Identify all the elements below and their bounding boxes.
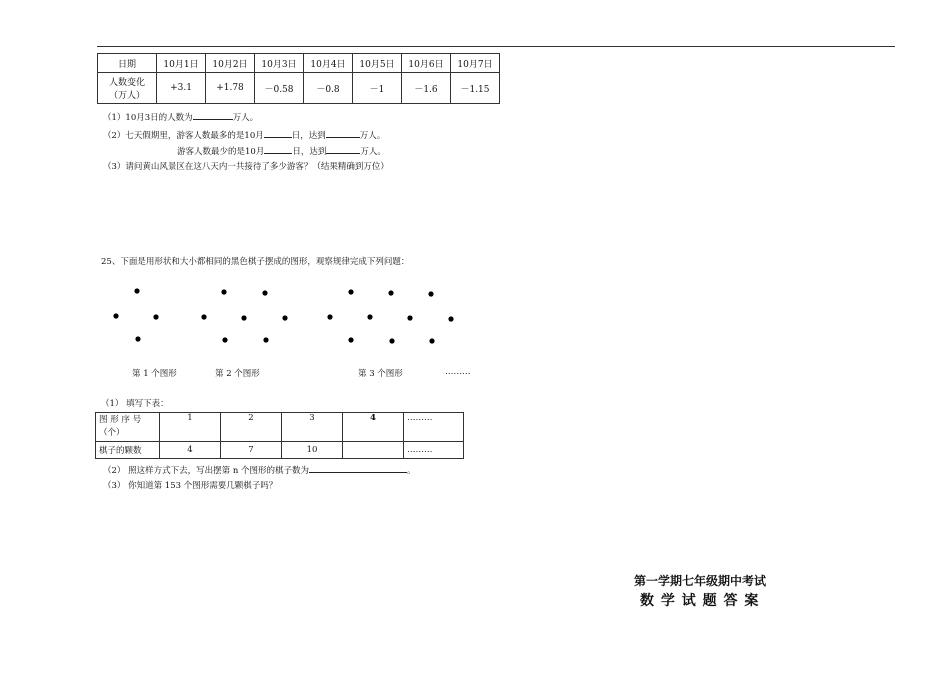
table-cell: 10月7日: [451, 54, 500, 73]
row-label-line2: （个）: [99, 428, 125, 438]
row-label-line1: 人数变化: [108, 78, 145, 88]
chess-dot: [153, 314, 158, 319]
chess-dot: [367, 314, 372, 319]
question-text: （1）10月3日的人数为: [103, 113, 193, 123]
chess-dot: [222, 337, 227, 342]
answer-blank: [309, 463, 407, 473]
chess-dot: [348, 289, 353, 294]
pattern-table: [95, 412, 464, 459]
table-cell: 1: [160, 413, 221, 442]
question-text: （3）请问黄山: [103, 162, 160, 172]
chess-dot: [389, 338, 394, 343]
table-cell: 10月2日: [206, 54, 255, 73]
table-cell: －0.58: [255, 73, 304, 104]
question-text: （2） 照这样方式下去: [103, 466, 188, 476]
row-label-line1: 图 形 序 号: [99, 415, 142, 425]
chess-dot: [348, 337, 353, 342]
chess-dot: [221, 289, 226, 294]
question-text: 万人。: [360, 147, 386, 157]
row-label-cell: 棋子的颗数: [96, 442, 160, 459]
question-25: 25、下面是用形状和大小都相同的黑色棋子摆成的图形，观察规律完成下列问题：: [101, 257, 410, 267]
question-text: （2）七天假期里，游客人数最多的是10月: [103, 131, 264, 141]
question-text: 风景区在这八天内一共接待了多少游客？（结果精确到万位）: [159, 162, 389, 172]
table-cell: 2: [221, 413, 282, 442]
table-cell: 日期: [98, 54, 157, 73]
table-cell: 10月4日: [304, 54, 353, 73]
table-cell: 10月1日: [157, 54, 206, 73]
table-cell: 10月5日: [353, 54, 402, 73]
table-cell: 10月3日: [255, 54, 304, 73]
chess-dot: [263, 337, 268, 342]
sub-question-1: （1） 填写下表：: [101, 399, 169, 409]
question-text: 游客人数最少的是10月: [177, 147, 265, 157]
table-cell: ………: [404, 442, 464, 459]
row-label-cell: [96, 413, 160, 442]
chess-dot: [134, 288, 139, 293]
table-cell: －1: [353, 73, 402, 104]
sub-question-3: （3） 你知道第 153 个图形需要几颗棋子吗？: [103, 481, 278, 491]
figure-3: [327, 289, 453, 343]
figure-2: [201, 289, 287, 342]
figure-caption-ellipsis: ………: [445, 367, 471, 377]
chess-dot: [407, 315, 412, 320]
table-cell: －1.6: [402, 73, 451, 104]
question-text: 日，达到: [291, 131, 326, 141]
chess-dot: [388, 290, 393, 295]
sub-question-2: [103, 463, 416, 477]
chess-dot: [282, 315, 287, 320]
table-cell: －1.15: [451, 73, 500, 104]
chess-dot: [429, 338, 434, 343]
question-text: 万人。: [232, 113, 259, 123]
question-text: ，写出摆第 n 个图形的棋子数为: [187, 466, 310, 476]
chess-dot: [241, 315, 246, 320]
table-cell: －0.8: [304, 73, 353, 104]
figure-caption-2: 第 2 个图形: [215, 369, 260, 379]
table-cell: [343, 442, 404, 459]
table-cell: +1.78: [206, 73, 255, 104]
row-label-line2: （万人）: [108, 91, 145, 101]
chess-dot: [327, 314, 332, 319]
chess-dot: [201, 314, 206, 319]
figure-caption-1: 第 1 个图形: [132, 369, 177, 379]
answer-title-line2: 数 学 试 题 答 案: [640, 593, 760, 609]
table-cell: 10月6日: [402, 54, 451, 73]
table-cell: ………: [404, 413, 464, 442]
question-text: 万人。: [359, 131, 386, 141]
table-cell: 4: [343, 413, 404, 442]
chess-dot: [113, 313, 118, 318]
question-text: 。: [407, 466, 416, 476]
chess-dot: [428, 291, 433, 296]
table-cell: +3.1: [157, 73, 206, 104]
figure-caption-3: 第 3 个图形: [358, 369, 403, 379]
table-cell: 7: [221, 442, 282, 459]
figure-1: [113, 288, 158, 341]
question-text: 日，达到: [292, 147, 327, 157]
chess-dot: [448, 316, 453, 321]
table-cell: 3: [282, 413, 343, 442]
table-cell: 10: [282, 442, 343, 459]
table-cell: 4: [160, 442, 221, 459]
table-row: [96, 442, 464, 459]
chess-dot: [135, 336, 140, 341]
chess-dot: [262, 290, 267, 295]
table-row: [96, 413, 464, 442]
answer-title-line1: 第一学期七年级期中考试: [634, 574, 767, 588]
